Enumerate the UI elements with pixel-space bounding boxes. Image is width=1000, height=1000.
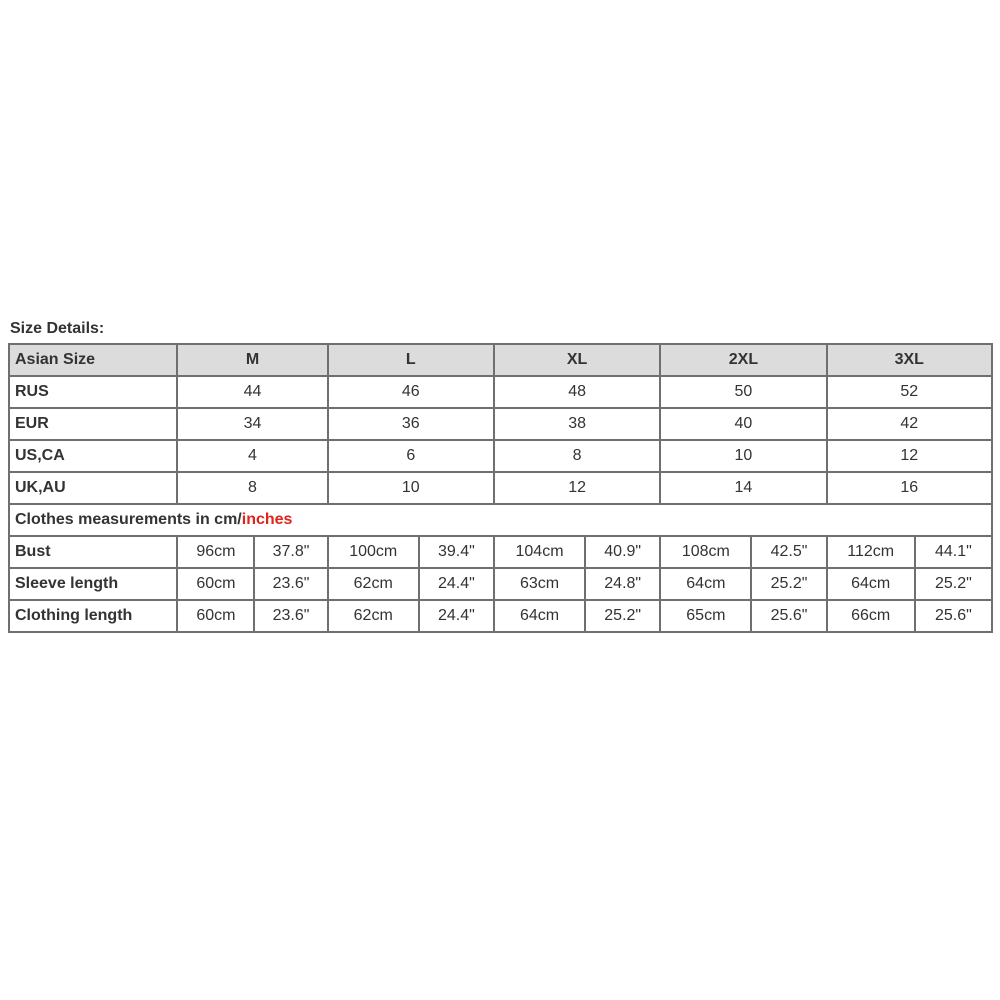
conversion-row-eur — [9, 408, 992, 440]
table-cell: 38 — [494, 408, 660, 440]
cm-cell: 65cm — [660, 600, 751, 632]
conversion-row-us-ca — [9, 440, 992, 472]
measurements-heading — [9, 504, 992, 536]
row-label: US,CA — [9, 440, 177, 472]
cm-cell: 104cm — [494, 536, 585, 568]
table-cell: 44 — [177, 376, 327, 408]
row-label: Sleeve length — [9, 568, 177, 600]
cm-cell: 62cm — [328, 600, 419, 632]
table-cell: 6 — [328, 440, 494, 472]
table-cell: 4 — [177, 440, 327, 472]
cm-cell: 66cm — [827, 600, 915, 632]
inch-cell: 25.6" — [751, 600, 826, 632]
cm-cell: 108cm — [660, 536, 751, 568]
table-cell: 48 — [494, 376, 660, 408]
measurements-heading-row — [9, 504, 992, 536]
inch-cell: 40.9" — [585, 536, 660, 568]
cm-cell: 100cm — [328, 536, 419, 568]
table-cell: 46 — [328, 376, 494, 408]
table-cell: 16 — [827, 472, 992, 504]
table-cell: 42 — [827, 408, 992, 440]
inch-cell: 25.2" — [915, 568, 992, 600]
size-header-xl: XL — [494, 344, 660, 376]
size-header-m: M — [177, 344, 327, 376]
inch-cell: 23.6" — [254, 600, 327, 632]
cm-cell: 64cm — [494, 600, 585, 632]
conversion-row-rus — [9, 376, 992, 408]
cm-cell: 63cm — [494, 568, 585, 600]
cm-cell: 112cm — [827, 536, 915, 568]
row-label: UK,AU — [9, 472, 177, 504]
row-label: RUS — [9, 376, 177, 408]
row-label: Bust — [9, 536, 177, 568]
table-cell: 10 — [328, 472, 494, 504]
cm-cell: 64cm — [827, 568, 915, 600]
size-header-l: L — [328, 344, 494, 376]
inch-cell: 37.8" — [254, 536, 327, 568]
cm-cell: 96cm — [177, 536, 254, 568]
size-details-title: Size Details: — [10, 320, 105, 337]
table-cell: 12 — [494, 472, 660, 504]
inch-cell: 24.4" — [419, 568, 494, 600]
size-header-2xl: 2XL — [660, 344, 826, 376]
measurement-row-clothing-length — [9, 600, 992, 632]
measurements-heading-prefix: Clothes measurements in cm/ — [15, 511, 242, 528]
row-label: Clothing length — [9, 600, 177, 632]
table-cell: 8 — [177, 472, 327, 504]
table-cell: 14 — [660, 472, 826, 504]
measurement-row-sleeve-length — [9, 568, 992, 600]
header-label: Asian Size — [9, 344, 177, 376]
size-header-3xl: 3XL — [827, 344, 992, 376]
inch-cell: 44.1" — [915, 536, 992, 568]
inch-cell: 25.2" — [751, 568, 826, 600]
inch-cell: 24.4" — [419, 600, 494, 632]
size-chart-table — [8, 343, 993, 633]
table-cell: 40 — [660, 408, 826, 440]
cm-cell: 62cm — [328, 568, 419, 600]
table-cell: 10 — [660, 440, 826, 472]
size-header-row — [9, 344, 992, 376]
table-cell: 8 — [494, 440, 660, 472]
conversion-row-uk-au — [9, 472, 992, 504]
measurement-row-bust — [9, 536, 992, 568]
measurements-heading-inches: inches — [241, 511, 293, 528]
inch-cell: 23.6" — [254, 568, 327, 600]
table-cell: 12 — [827, 440, 992, 472]
cm-cell: 60cm — [177, 568, 254, 600]
table-cell: 50 — [660, 376, 826, 408]
cm-cell: 64cm — [660, 568, 751, 600]
inch-cell: 24.8" — [585, 568, 660, 600]
cm-cell: 60cm — [177, 600, 254, 632]
inch-cell: 42.5" — [751, 536, 826, 568]
table-cell: 52 — [827, 376, 992, 408]
row-label: EUR — [9, 408, 177, 440]
inch-cell: 39.4" — [419, 536, 494, 568]
table-cell: 36 — [328, 408, 494, 440]
inch-cell: 25.2" — [585, 600, 660, 632]
table-cell: 34 — [177, 408, 327, 440]
inch-cell: 25.6" — [915, 600, 992, 632]
